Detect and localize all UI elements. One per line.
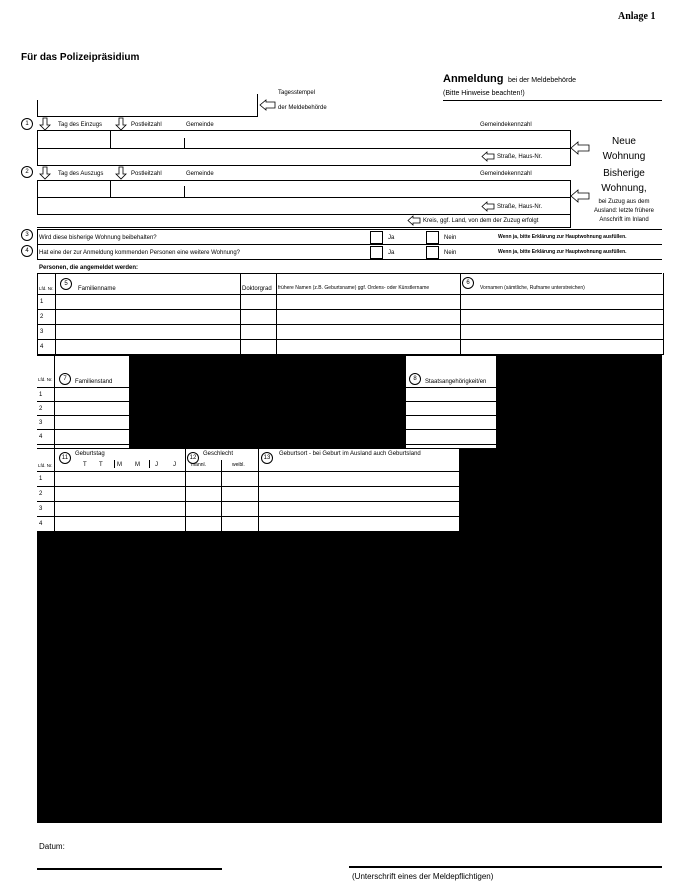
row-num: 2: [39, 491, 43, 497]
sec2-kreis-label: Kreis, ggf. Land, von dem der Zuzug erfolgt: [423, 218, 539, 224]
sec1-top-line: [37, 130, 571, 131]
familienstand-header: Familienstand: [75, 379, 113, 385]
col-7-circle: 7: [59, 373, 71, 385]
q4-ja-checkbox[interactable]: [370, 246, 383, 259]
q3-ja-label: Ja: [388, 235, 395, 241]
form-title-suffix: bei der Meldebehörde: [507, 77, 577, 84]
q3-ja-checkbox[interactable]: [370, 231, 383, 244]
sec2-bottom-line: [37, 227, 571, 228]
col-11-circle: 11: [59, 452, 71, 464]
vornamen-header: Vornamen (sämtliche, Rufname unterstreichen): [480, 285, 585, 291]
staatsangehoerigkeit-header: Staatsangehörigkeit/en: [425, 379, 487, 385]
date-digit: M: [135, 462, 140, 468]
date-digit: J: [173, 462, 176, 468]
sec2-date-label: Tag des Auszugs: [58, 171, 104, 177]
q4-nein-label: Nein: [444, 250, 457, 256]
sec2-divider-2: [184, 186, 185, 197]
sec1-kennzahl-label: Gemeindekennzahl: [480, 122, 532, 128]
arrow-down-icon: [116, 118, 126, 130]
q-left-line: [37, 229, 38, 259]
sec2-side-5: Anschrift im Inland: [599, 217, 649, 223]
sec2-gemeinde-label: Gemeinde: [186, 171, 214, 177]
arrow-left-icon: [408, 216, 420, 225]
persons-header: Personen, die angemeldet werden:: [39, 265, 139, 271]
sec2-mid-line: [37, 197, 571, 198]
stamp-label-2: der Meldebehörde: [278, 105, 327, 111]
fruehere-namen-header: frühere Namen (z.B. Geburtsname) ggf. Ordens- oder Künstlername: [278, 285, 430, 291]
q3-nein-checkbox[interactable]: [426, 231, 439, 244]
row-num: 2: [39, 406, 43, 412]
form-title: [443, 69, 576, 87]
row-num: 3: [39, 506, 43, 512]
sec1-bottom-line: [37, 165, 571, 166]
annex-label: Anlage 1: [618, 11, 656, 22]
sec2-plz-label: Postleitzahl: [131, 171, 162, 177]
question-3-circle: 3: [21, 229, 33, 241]
q4-top-line: [37, 244, 662, 245]
signature-label: (Unterschrift eines der Meldepflichtigen): [352, 872, 494, 881]
col-13-circle: 13: [261, 452, 273, 464]
lfd-label: Lfd. Nr.: [38, 377, 53, 382]
geburtsort-header: Geburtsort - bei Geburt im Ausland auch Geburtsland: [279, 451, 421, 457]
q3-text: Wird diese bisherige Wohnung beibehalten?: [39, 235, 157, 241]
row-num: 3: [40, 329, 44, 335]
stamp-left-line: [37, 100, 38, 116]
q3-top-line: [37, 229, 662, 230]
sec2-side-3: bei Zuzug aus dem: [598, 199, 650, 205]
form-subtitle: (Bitte Hinweise beachten!): [443, 90, 525, 97]
familienname-header: Familienname: [78, 286, 116, 292]
section-1-circle: 1: [21, 118, 33, 130]
sec2-kennzahl-label: Gemeindekennzahl: [480, 171, 532, 177]
sec2-side-2: Wohnung,: [601, 183, 647, 194]
sec1-street-label: Straße, Haus-Nr.: [497, 154, 543, 160]
lfd-label: Lfd. Nr.: [39, 286, 54, 291]
lfd-label: Lfd. Nr.: [38, 463, 53, 468]
arrow-left-icon: [571, 190, 589, 202]
q4-note: Wenn ja, bitte Erklärung zur Hauptwohnung ausfüllen.: [498, 249, 627, 255]
stamp-bottom-line: [37, 116, 258, 117]
sec1-side-1: Neue: [612, 136, 636, 147]
q4-ja-label: Ja: [388, 250, 395, 256]
sec1-side-2: Wohnung: [602, 151, 646, 162]
question-4-circle: 4: [21, 245, 33, 257]
row-num: 1: [39, 392, 43, 398]
arrow-left-icon: [482, 202, 494, 211]
row-num: 4: [40, 344, 44, 350]
row-num: 1: [40, 299, 44, 305]
date-digit: T: [99, 462, 103, 468]
sec1-divider-2: [184, 138, 185, 148]
sec2-side-4: Ausland: letzte frühere: [593, 208, 655, 214]
sec1-divider-1: [110, 130, 111, 148]
arrow-left-icon: [482, 152, 494, 161]
sec2-divider-1: [110, 180, 111, 197]
q4-bottom-line: [37, 259, 662, 260]
table-names-top-line: [37, 273, 662, 274]
stamp-right-line: [257, 94, 258, 116]
q4-nein-checkbox[interactable]: [426, 246, 439, 259]
table-names: [37, 273, 664, 355]
doktorgrad-header: Doktorgrad: [242, 286, 272, 292]
sec2-side-1: Bisherige: [603, 168, 645, 179]
row-num: 4: [39, 434, 43, 440]
recipient: Für das Polizeipräsidium: [21, 52, 140, 63]
row-num: 1: [39, 476, 43, 482]
table-familienstand: [37, 356, 130, 448]
date-digit: T: [83, 462, 87, 468]
geburtstag-header: Geburtstag: [75, 451, 105, 457]
weiblich-header: weibl.: [232, 462, 245, 468]
row-num: 4: [39, 521, 43, 527]
table-geburt: [37, 448, 460, 532]
signature-line: [349, 866, 662, 868]
redacted-area: [37, 355, 662, 823]
col-6-circle: 6: [462, 277, 474, 289]
title-underline: [443, 100, 662, 101]
sec2-top-line: [37, 180, 571, 181]
col-5-circle: 5: [60, 278, 72, 290]
form-title-main: Anmeldung: [443, 73, 504, 85]
q4-text: Hat eine der zur Anmeldung kommenden Personen eine weitere Wohnung?: [39, 250, 241, 256]
geschlecht-header: Geschlecht: [203, 451, 234, 457]
col-12-circle: 12: [187, 452, 199, 464]
maennlich-header: männl.: [191, 462, 207, 468]
sec1-plz-label: Postleitzahl: [131, 122, 162, 128]
q3-note: Wenn ja, bitte Erklärung zur Hauptwohnung ausfüllen.: [498, 234, 627, 240]
arrow-left-icon: [260, 100, 276, 110]
date-label: Datum:: [39, 842, 65, 851]
row-num: 2: [40, 314, 44, 320]
table-staatsangehoerigkeit: [405, 356, 497, 448]
date-digit: J: [155, 462, 158, 468]
sec1-date-label: Tag des Einzugs: [58, 122, 103, 128]
stamp-label-1: Tagesstempel: [278, 90, 316, 96]
arrow-down-icon: [116, 167, 126, 179]
sec1-mid-line: [37, 148, 571, 149]
sec2-street-label: Straße, Haus-Nr.: [497, 204, 543, 210]
q3-nein-label: Nein: [444, 235, 457, 241]
sec2-street-line: [37, 214, 571, 215]
arrow-left-icon: [571, 142, 589, 154]
section-2-circle: 2: [21, 166, 33, 178]
sec2-right-line: [570, 180, 571, 228]
date-line: [37, 868, 222, 870]
date-digit: M: [117, 462, 122, 468]
arrow-down-icon: [40, 118, 50, 130]
row-num: 3: [39, 420, 43, 426]
arrow-down-icon: [40, 167, 50, 179]
col-8-circle: 8: [409, 373, 421, 385]
sec1-gemeinde-label: Gemeinde: [186, 122, 214, 128]
